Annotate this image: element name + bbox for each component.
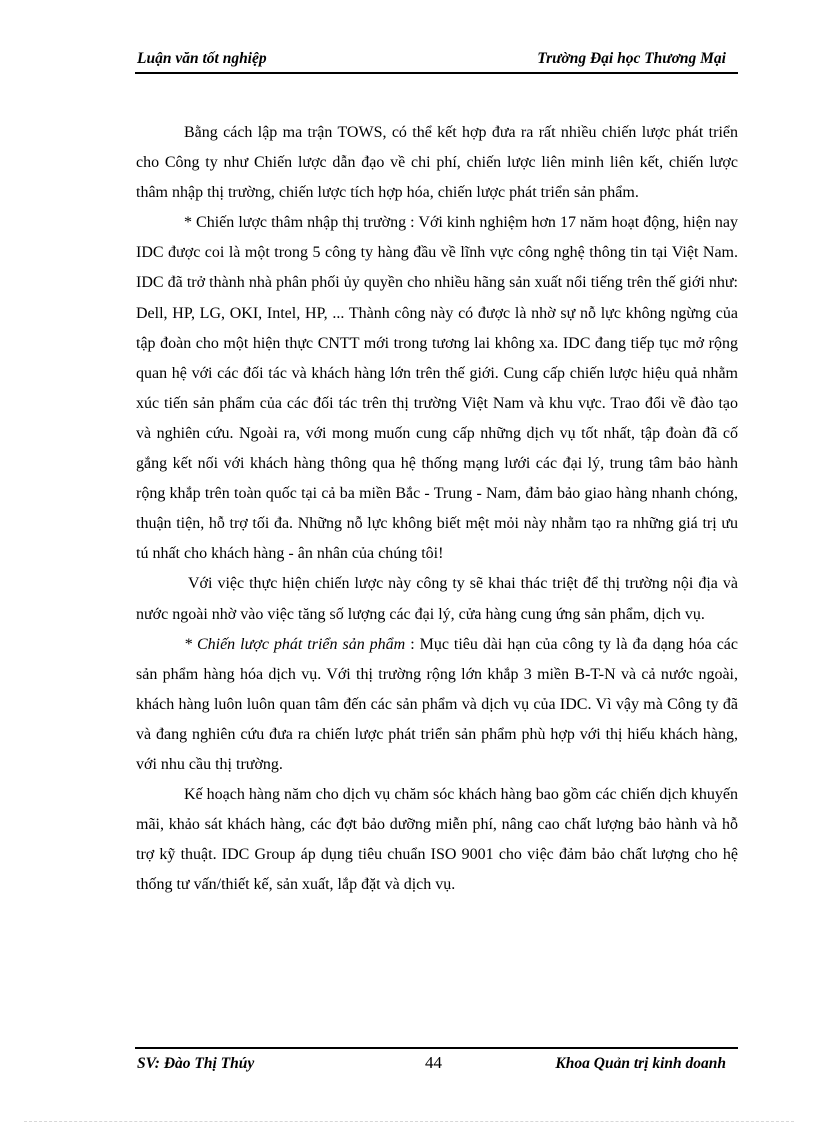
page-number: 44 <box>425 1053 442 1072</box>
paragraph-strategy-implementation: Với việc thực hiện chiến lược này công ty sẽ khai thác triệt để thị trường nội địa và nước ngoài nhờ vào việc tăng số lượng các đại lý, cửa hàng cung ứng sản phẩm, dịch vụ. <box>136 575 738 623</box>
document-body <box>136 118 738 900</box>
page-footer <box>135 1047 738 1079</box>
page-header <box>135 48 738 74</box>
paragraph-market-penetration: * Chiến lược thâm nhập thị trường : Với kinh nghiệm hơn 17 năm hoạt động, hiện nay IDC được coi là một trong 5 công ty hàng đầu về lĩnh vực công nghệ thông tin tại Việt Nam. IDC đã trở thành nhà phân phối ủy quyền cho nhiều hãng sản xuất nổi tiếng trên thế giới như: Dell, HP, LG, OKI, Intel, HP, ... Thành công này có được là nhờ sự nỗ lực không ngừng của tập đoàn cho một hiện thực CNTT mới trong tương lai không xa. IDC đang tiếp tục mở rộng quan hệ với các đối tác và khách hàng lớn trên thế giới. Cung cấp chiến lược hiệu quả nhằm xúc tiến sản phẩm của các đối tác trên thị trường Việt Nam và khu vực. Trao đổi về đào tạo và nghiên cứu. Ngoài ra, với mong muốn cung cấp những dịch vụ tốt nhất, tập đoàn đã cố gắng kết nối với khách hàng thông qua hệ thống mạng lưới các đại lý, trung tâm bảo hành rộng khắp trên toàn quốc tại cả ba miền Bắc - Trung - Nam, đảm bảo giao hàng nhanh chóng, thuận tiện, hỗ trợ tối đa. Những nỗ lực không biết mệt mỏi này nhằm tạo ra những giá trị ưu tú nhất cho khách hàng - ân nhân của chúng tôi! <box>136 214 738 563</box>
footer-faculty-name: Khoa Quản trị kinh doanh <box>555 1055 726 1072</box>
header-thesis-label: Luận văn tốt nghiệp <box>137 50 267 67</box>
page-boundary-line <box>24 1121 794 1122</box>
header-university-name: Trường Đại học Thương Mại <box>537 50 726 67</box>
paragraph-customer-care: Kế hoạch hàng năm cho dịch vụ chăm sóc khách hàng bao gồm các chiến dịch khuyến mãi, khảo sát khách hàng, các đợt bảo dưỡng miễn phí, nâng cao chất lượng bảo hành và hỗ trợ kỹ thuật. IDC Group áp dụng tiêu chuẩn ISO 9001 cho việc đảm bảo chất lượng cho hệ thống tư vấn/thiết kế, sản xuất, lắp đặt và dịch vụ. <box>136 786 738 894</box>
paragraph-product-development <box>136 630 738 780</box>
paragraph-tows-intro: Bằng cách lập ma trận TOWS, có thể kết hợp đưa ra rất nhiều chiến lược phát triển cho Công ty như Chiến lược dẫn đạo về chi phí, chiến lược liên minh liên kết, chiến lược thâm nhập thị trường, chiến lược tích hợp hóa, chiến lược phát triển sản phẩm. <box>136 124 738 202</box>
footer-student-name: SV: Đào Thị Thúy <box>137 1055 255 1072</box>
product-development-heading: * Chiến lược phát triển sản phẩm <box>184 635 406 653</box>
product-development-text: : Mục tiêu dài hạn của công ty là đa dạng hóa các sản phẩm hàng hóa dịch vụ. Với thị trường rộng lớn khắp 3 miền B-T-N và cả nước ngoài, khách hàng luôn luôn quan tâm đến các sản phẩm và dịch vụ của IDC. Vì vậy mà Công ty đã và đang nghiên cứu đưa ra chiến lược phát triển sản phẩm phù hợp với thị hiếu khách hàng, với nhu cầu thị trường. <box>136 635 738 773</box>
